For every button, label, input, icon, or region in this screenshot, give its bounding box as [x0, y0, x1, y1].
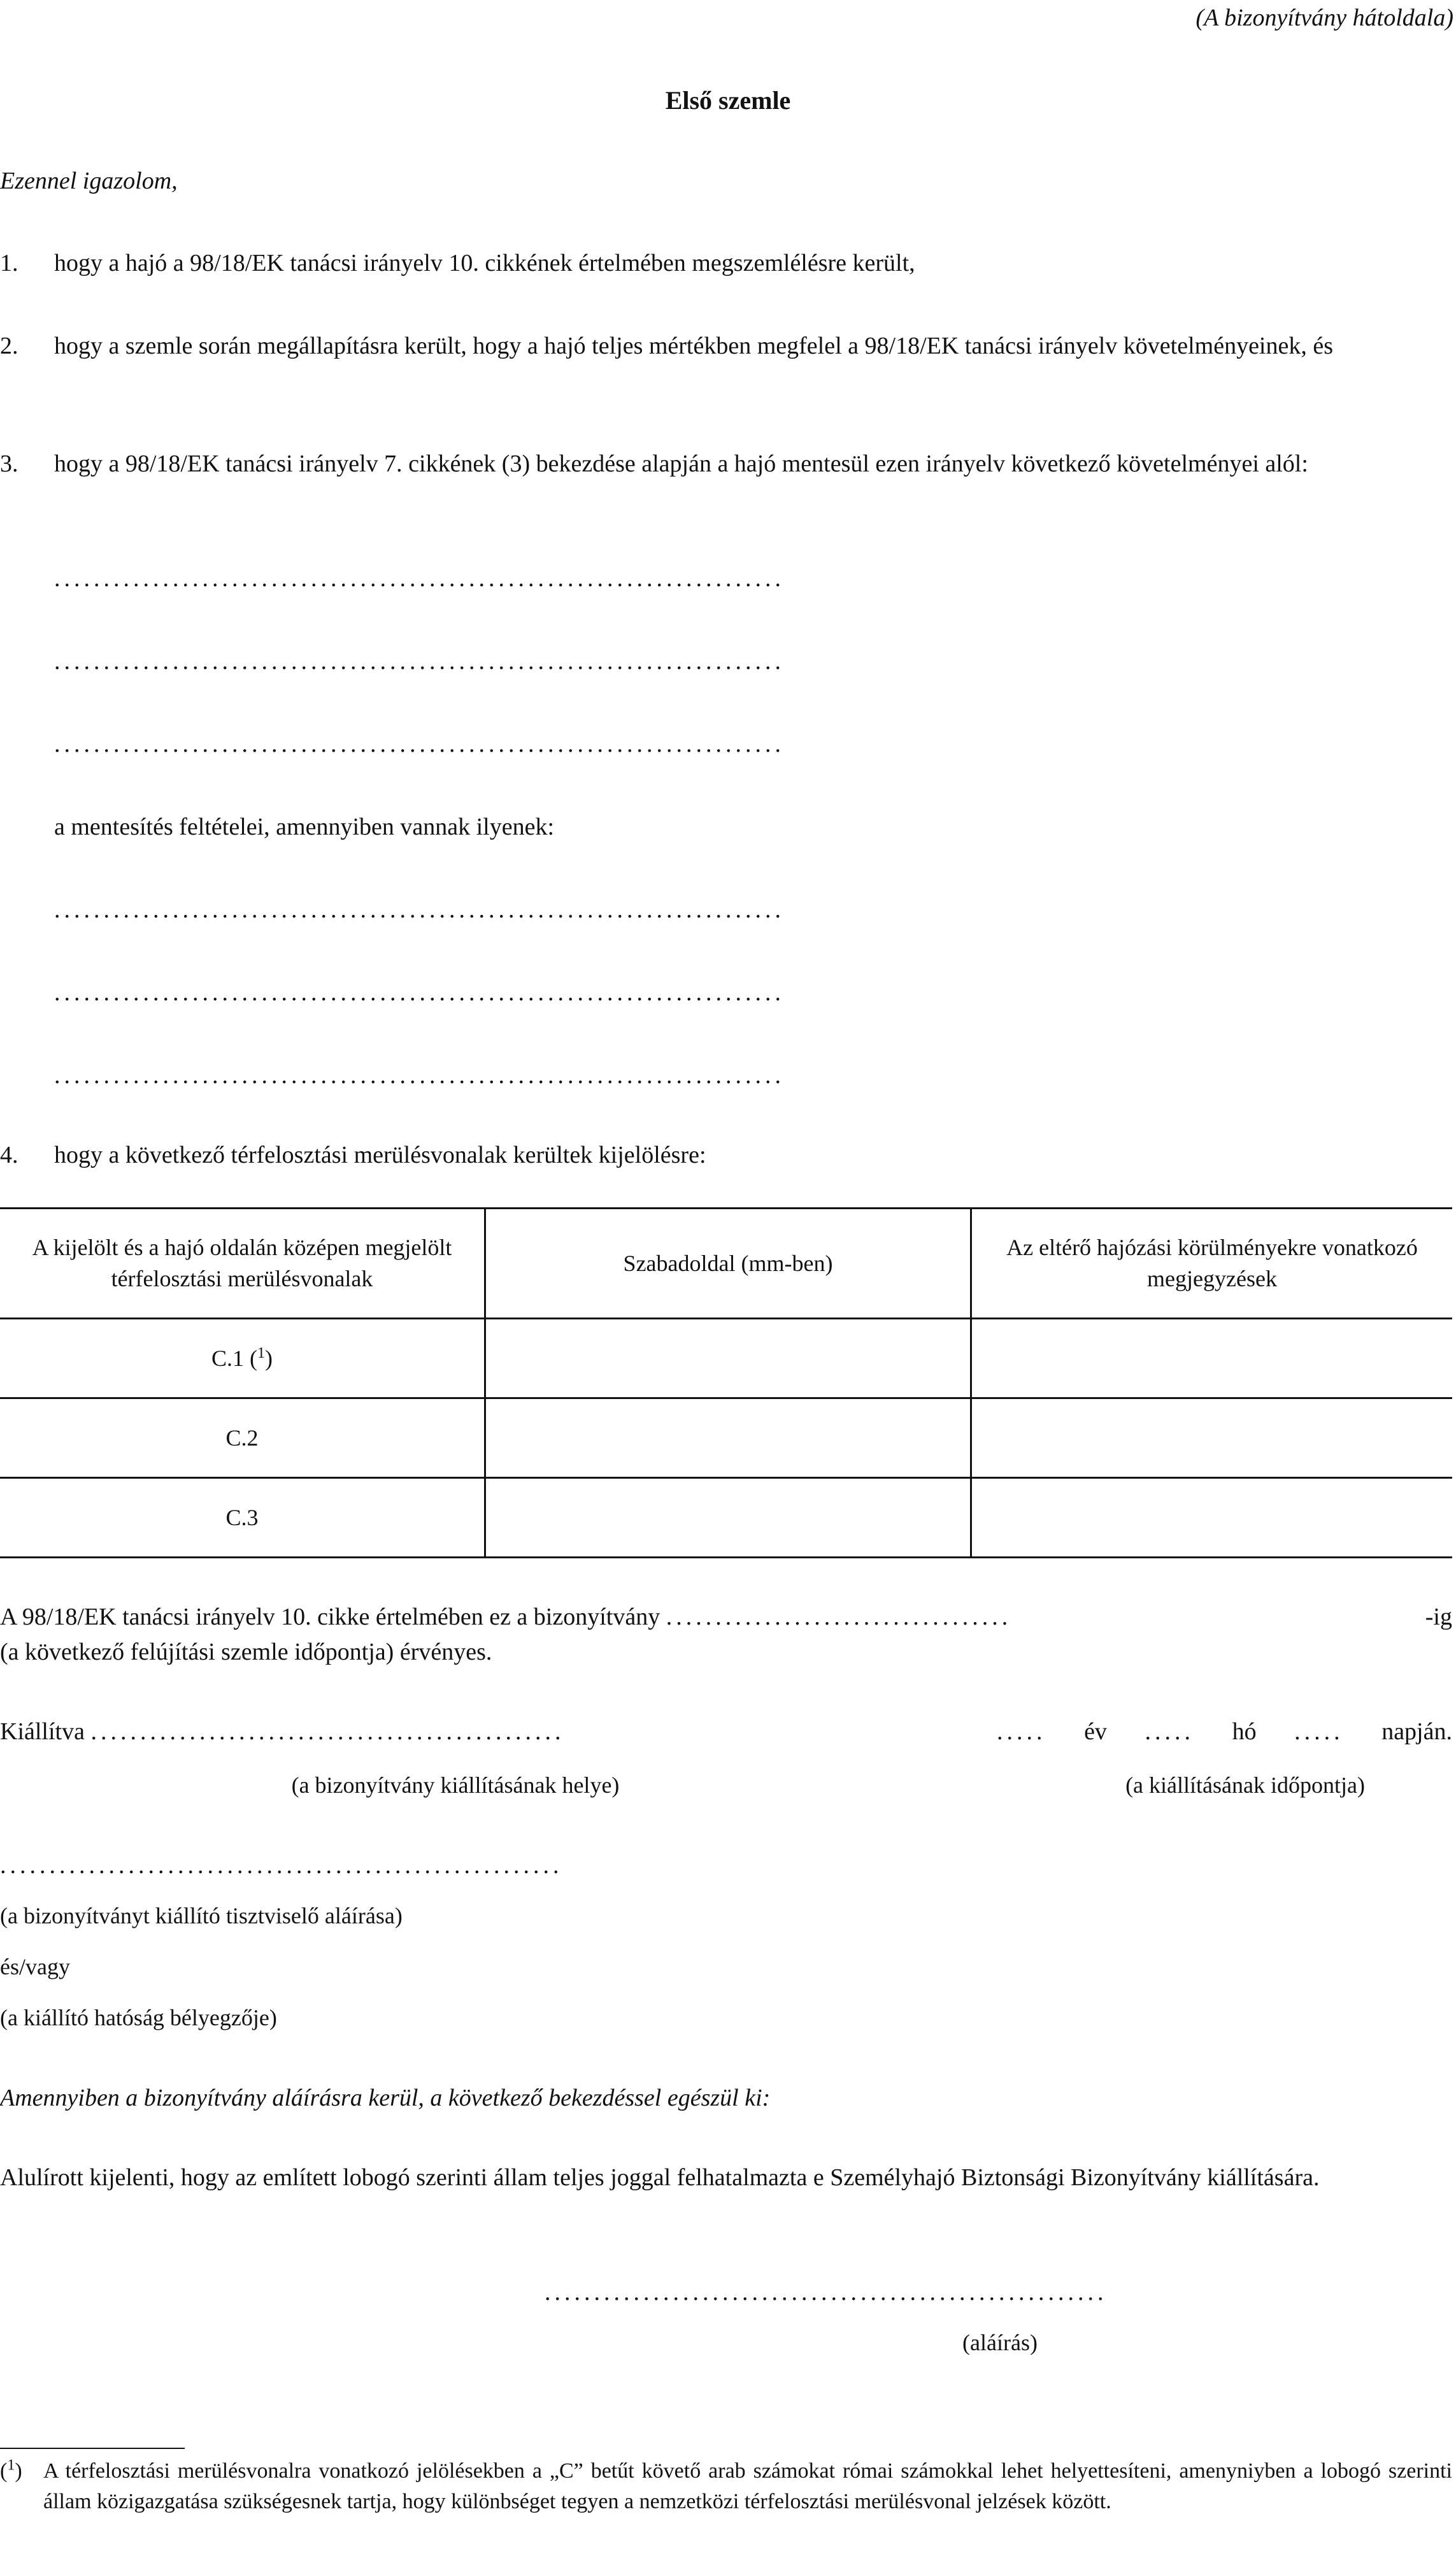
intro-text: Ezennel igazolom,	[0, 168, 178, 194]
exemption-line-3: ..........................................................................	[54, 731, 785, 757]
conditions-line-1: ..........................................................................	[54, 896, 785, 923]
load-line-table	[0, 1207, 1452, 1558]
authorization-signature-caption: (aláírás)	[962, 2330, 1038, 2355]
supplement-intro: Amennyiben a bizonyítvány aláírásra kerül, a következő bekezdéssel egészül ki:	[0, 2085, 771, 2111]
list-item-2: 2. hogy a szemle során megállapításra került, hogy a hajó teljes mértékben megfelel a 98/18/EK tanácsi irányelv követelményeinek, és	[0, 333, 1334, 359]
issued-place-caption: (a bizonyítvány kiállításának helye)	[291, 1772, 620, 1798]
signature-line: .........................................................	[0, 1852, 563, 1879]
andor-text: és/vagy	[0, 1954, 70, 1979]
conditions-line-2: ..........................................................................	[54, 979, 785, 1006]
table-cell-remarks	[971, 1398, 1453, 1478]
table-cell-line: C.1 ($^1$)	[0, 1319, 485, 1398]
list-item-4: 4. hogy a következő térfelosztási merülésvonalak kerültek kijelölésre:	[0, 1142, 706, 1168]
signature-caption: (a bizonyítványt kiállító tisztviselő aláírása)	[0, 1903, 403, 1928]
footnote-ref: 1	[257, 1344, 265, 1361]
table-cell-line: C.3	[0, 1478, 485, 1558]
stamp-caption: (a kiállító hatóság bélyegzője)	[0, 2005, 277, 2030]
table-row	[0, 1319, 1452, 1398]
table-row	[0, 1478, 1452, 1558]
table-cell-freeboard	[485, 1398, 971, 1478]
table-cell-remarks	[971, 1319, 1453, 1398]
table-row	[0, 1398, 1452, 1478]
table-cell-line: C.2	[0, 1398, 485, 1478]
exemption-line-2: ..........................................................................	[54, 648, 785, 675]
issued-date-line: ..... év ..... hó ..... napján.	[997, 1718, 1452, 1745]
issued-place-line: Kiállítva ................................................	[0, 1718, 565, 1745]
footnote-text: A térfelosztási merülésvonalra vonatkozó jelölésekben a „C” betűt követő arab számokat római számokkal lehet helyettesíteni, amenyniyben a lobogó szerinti állam közigazgatása szükségesnek tartja, hogy különbséget tegyen a nemzetközi térfelosztási merülésvonal jelzések között.	[43, 2459, 1452, 2514]
page-note: (A bizonyítvány hátoldala)	[1195, 4, 1453, 31]
validity-line: A 98/18/EK tanácsi irányelv 10. cikke értelmében ez a bizonyítvány ................................... -ig	[0, 1604, 1452, 1630]
footnote	[0, 2456, 1452, 2518]
conditions-line-3: ..........................................................................	[54, 1062, 785, 1089]
table-header-lines: A kijelölt és a hajó oldalán középen megjelölt térfelosztási merülésvonalak	[0, 1209, 485, 1319]
footnote-mark: ($^1$)	[0, 2457, 22, 2483]
page-title: Első szemle	[665, 86, 791, 115]
conditions-label: a mentesítés feltételei, amennyiben vannak ilyenek:	[54, 814, 555, 840]
table-cell-freeboard	[485, 1319, 971, 1398]
issued-date-caption: (a kiállításának időpontja)	[1125, 1772, 1365, 1798]
list-item-1: 1. hogy a hajó a 98/18/EK tanácsi irányelv 10. cikkének értelmében megszemlélésre került,	[0, 250, 915, 276]
table-header-remarks: Az eltérő hajózási körülményekre vonatkozó megjegyzések	[971, 1209, 1453, 1319]
table-cell-remarks	[971, 1478, 1453, 1558]
validity-note: (a következő felújítási szemle időpontja) érvényes.	[0, 1639, 492, 1665]
supplement-text: Alulírott kijelenti, hogy az említett lobogó szerinti állam teljes joggal felhatalmazta e Személyhajó Biztonsági Bizonyítvány kiállítására.	[0, 2164, 1320, 2191]
table-cell-freeboard	[485, 1478, 971, 1558]
authorization-signature-line: .........................................................	[545, 2279, 1108, 2306]
footnote-divider	[0, 2448, 185, 2449]
table-header-freeboard: Szabadoldal (mm-ben)	[485, 1209, 971, 1319]
exemption-line-1: ..........................................................................	[54, 565, 785, 592]
list-item-3: 3. hogy a 98/18/EK tanácsi irányelv 7. cikkének (3) bekezdése alapján a hajó mentesül ezen irányelv következő követelményei alól:	[0, 450, 1308, 477]
